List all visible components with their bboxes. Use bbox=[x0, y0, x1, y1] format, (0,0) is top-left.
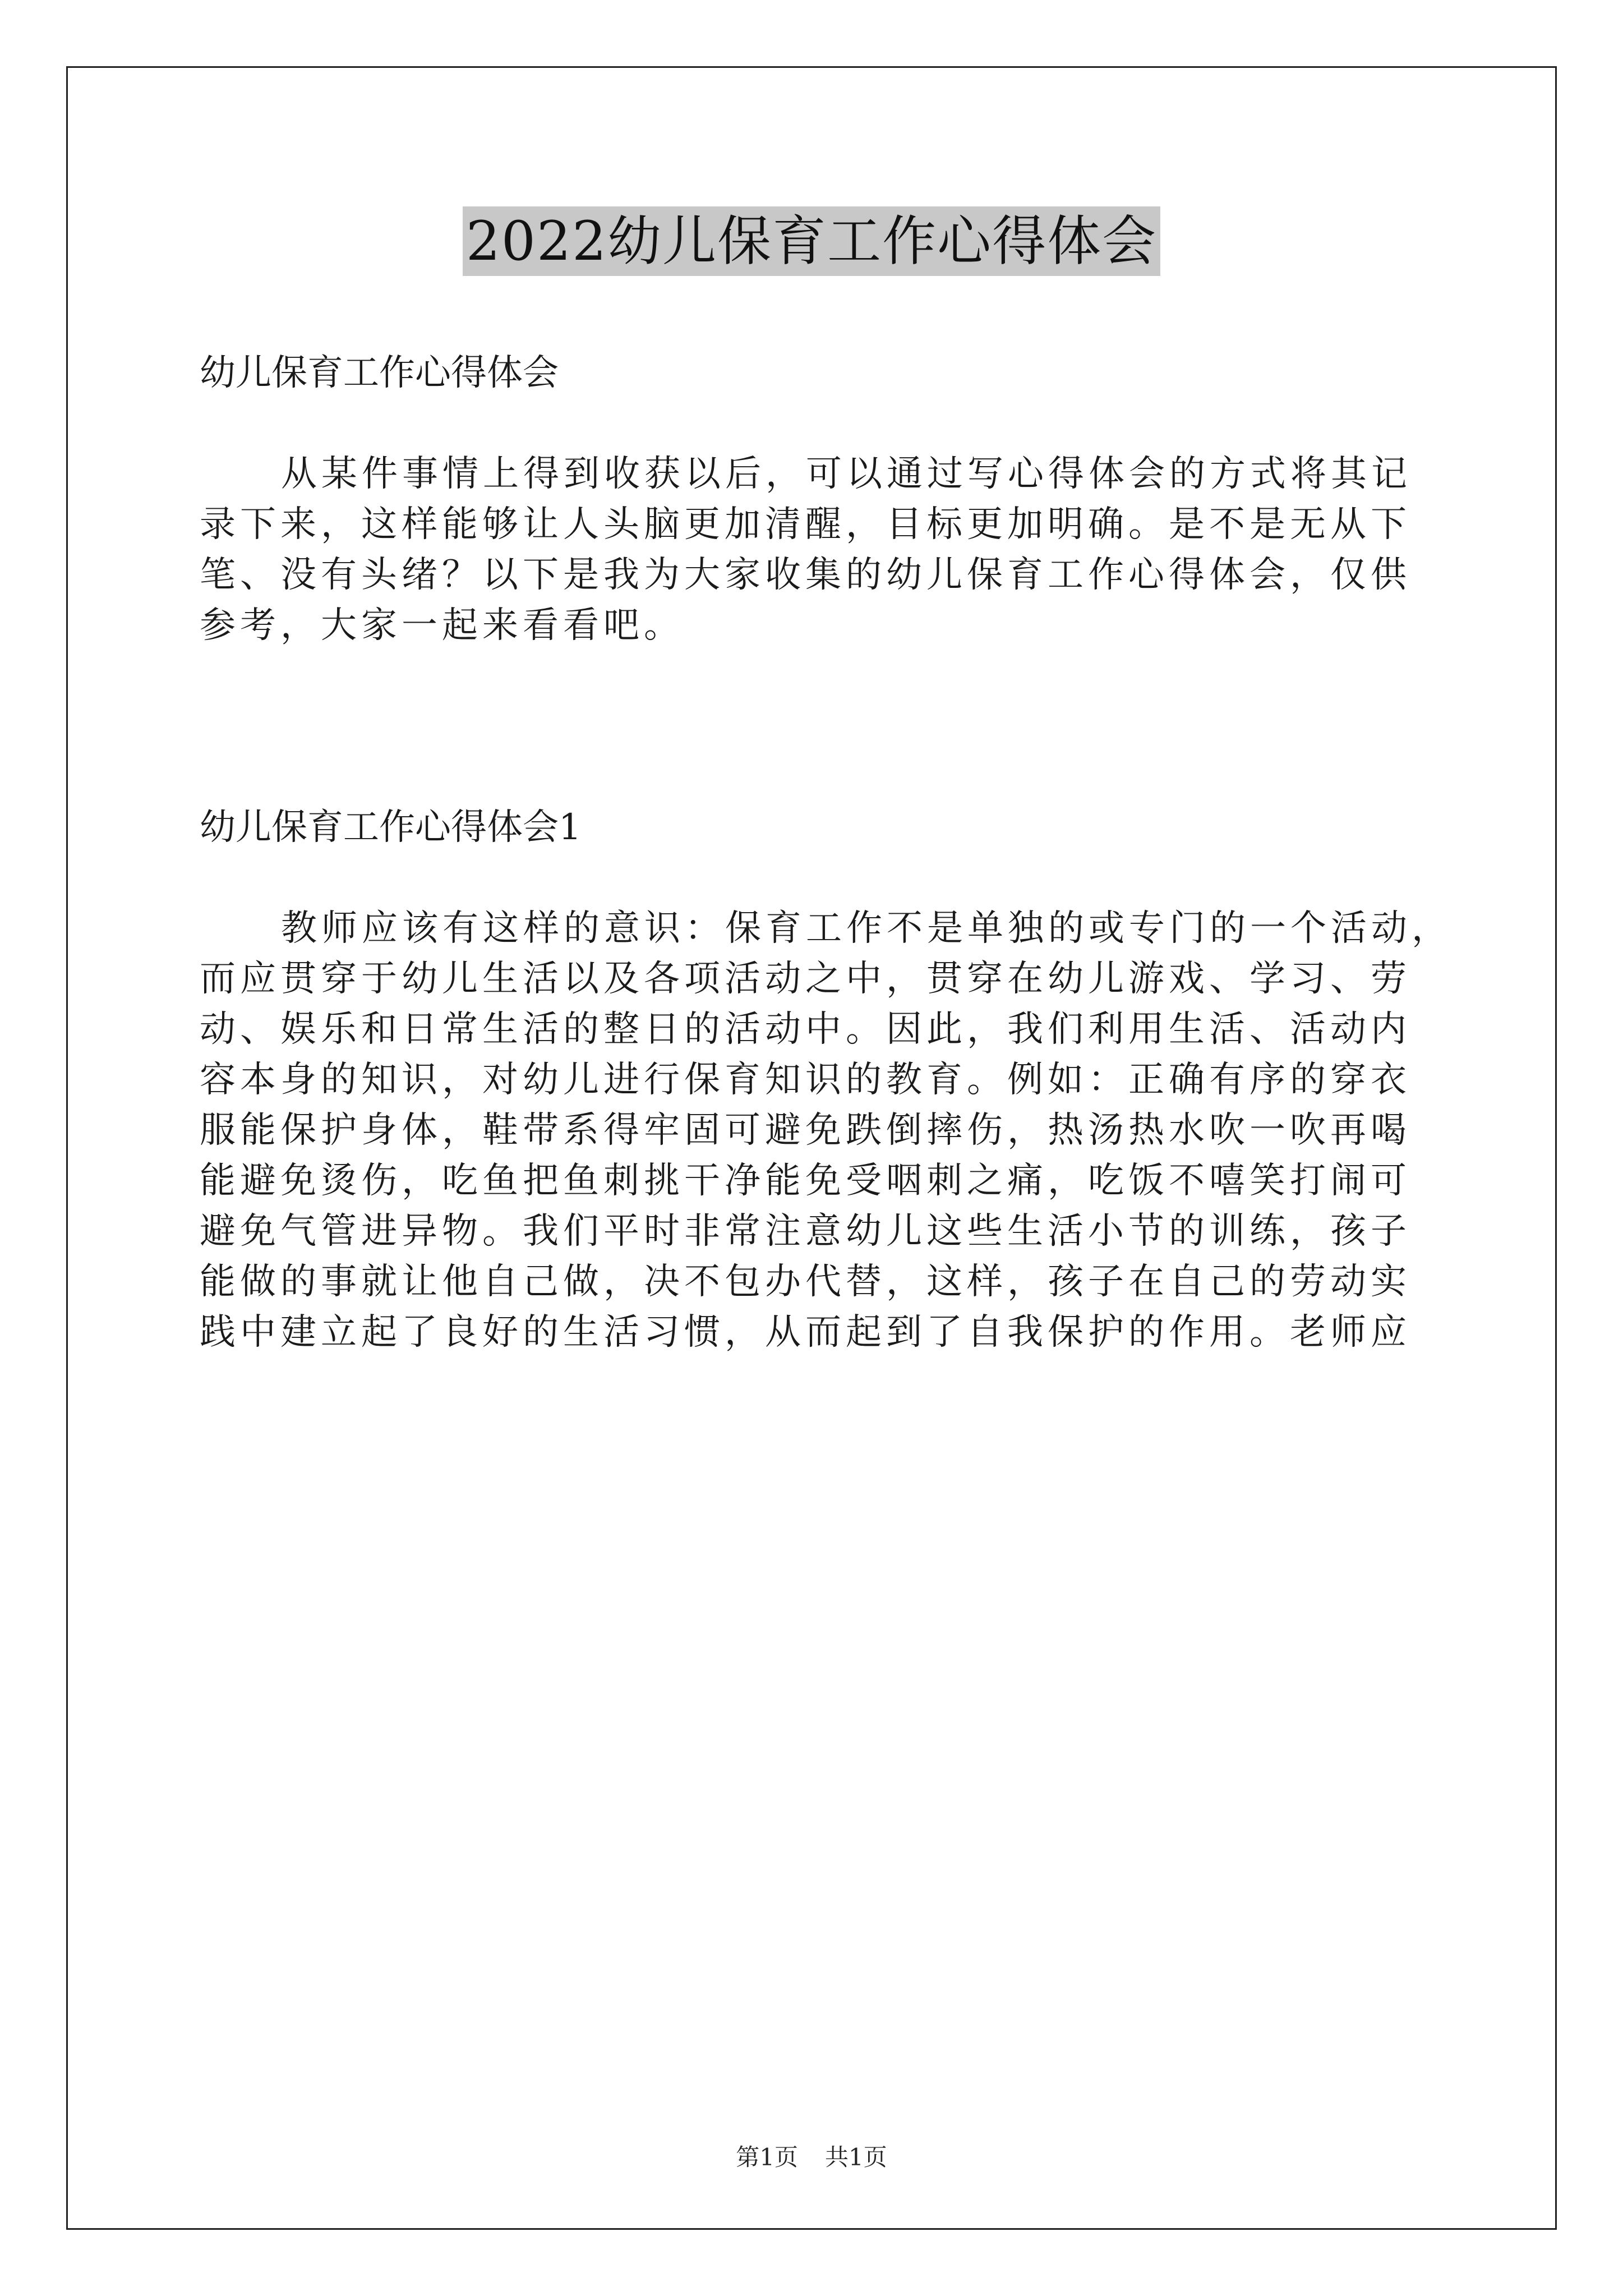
title-container bbox=[0, 206, 1623, 276]
page-footer bbox=[0, 2142, 1623, 2173]
paragraph-line: 教师应该有这样的意识：保育工作不是单独的或专门的一个活动， bbox=[281, 908, 1452, 949]
paragraph-line: 服能保护身体，鞋带系得牢固可避免跌倒摔伤，热汤热水吹一吹再喝 bbox=[200, 1110, 1411, 1151]
intro-paragraph bbox=[200, 449, 1436, 651]
intro-heading: 幼儿保育工作心得体会 bbox=[200, 352, 559, 394]
paragraph-line: 笔、没有头绪？以下是我为大家收集的幼儿保育工作心得体会，仅供 bbox=[200, 554, 1411, 596]
paragraph-line: 容本身的知识，对幼儿进行保育知识的教育。例如：正确有序的穿衣 bbox=[200, 1059, 1411, 1101]
paragraph-line: 参考，大家一起来看看吧。 bbox=[200, 605, 684, 646]
document-title: 2022幼儿保育工作心得体会 bbox=[463, 206, 1160, 276]
document-body bbox=[200, 303, 1452, 1358]
paragraph-line: 动、娱乐和日常生活的整日的活动中。因此，我们利用生活、活动内 bbox=[200, 1009, 1411, 1050]
section-1-paragraph bbox=[200, 903, 1452, 1358]
section-heading-1: 幼儿保育工作心得体会1 bbox=[200, 807, 582, 848]
paragraph-line: 践中建立起了良好的生活习惯，从而起到了自我保护的作用。老师应 bbox=[200, 1312, 1411, 1353]
paragraph-line: 录下来，这样能够让人头脑更加清醒，目标更加明确。是不是无从下 bbox=[200, 504, 1411, 545]
paragraph-line: 能做的事就让他自己做，决不包办代替，这样，孩子在自己的劳动实 bbox=[200, 1261, 1411, 1303]
page-number: 第1页 bbox=[736, 2143, 798, 2171]
paragraph-line: 能避免烫伤，吃鱼把鱼刺挑干净能免受咽刺之痛，吃饭不嘻笑打闹可 bbox=[200, 1160, 1411, 1202]
page-total: 共1页 bbox=[825, 2143, 887, 2171]
paragraph-line: 而应贯穿于幼儿生活以及各项活动之中，贯穿在幼儿游戏、学习、劳 bbox=[200, 958, 1411, 1000]
paragraph-line: 从某件事情上得到收获以后，可以通过写心得体会的方式将其记 bbox=[281, 453, 1412, 495]
paragraph-line: 避免气管进异物。我们平时非常注意幼儿这些生活小节的训练，孩子 bbox=[200, 1211, 1411, 1252]
